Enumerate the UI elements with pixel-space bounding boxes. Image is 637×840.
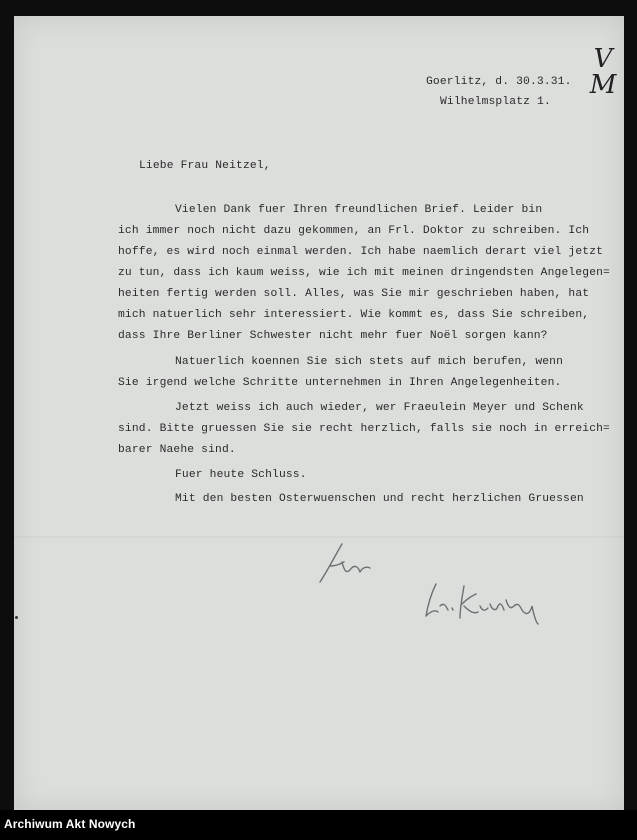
handwritten-closing: [314, 540, 374, 590]
body-line: ich immer noch nicht dazu gekommen, an Frl. Doktor zu schreiben. Ich: [118, 225, 590, 237]
fold-crease: [14, 536, 624, 538]
body-line: sind. Bitte gruessen Sie sie recht herzlich, falls sie noch in erreich=: [118, 423, 610, 435]
place-date: Goerlitz, d. 30.3.31.: [426, 76, 572, 88]
body-line: zu tun, dass ich kaum weiss, wie ich mit meinen dringendsten Angelegen=: [118, 267, 610, 279]
body-line: dass Ihre Berliner Schwester nicht mehr fuer Noël sorgen kann?: [118, 330, 548, 342]
body-line: barer Naehe sind.: [118, 444, 236, 456]
body-line: hoffe, es wird noch einmal werden. Ich habe naemlich derart viel jetzt: [118, 246, 604, 258]
archive-footer-bar: [0, 810, 637, 840]
body-line: Jetzt weiss ich auch wieder, wer Fraeulein Meyer und Schenk: [175, 402, 584, 414]
sender-address: Wilhelmsplatz 1.: [440, 96, 551, 108]
body-line: Vielen Dank fuer Ihren freundlichen Brief. Leider bin: [175, 204, 543, 216]
body-line: Natuerlich koennen Sie sich stets auf mich berufen, wenn: [175, 356, 564, 368]
body-line: heiten fertig werden soll. Alles, was Sie mir geschrieben haben, hat: [118, 288, 590, 300]
paper-speck: [15, 616, 18, 619]
body-line: Sie irgend welche Schritte unternehmen in Ihren Angelegenheiten.: [118, 377, 562, 389]
body-line: Fuer heute Schluss.: [175, 469, 307, 481]
handwritten-signature: [418, 576, 548, 626]
archive-handwritten-mark: V M: [589, 44, 617, 100]
archive-label: Archiwum Akt Nowych: [4, 817, 136, 831]
salutation: Liebe Frau Neitzel,: [139, 160, 271, 172]
body-line: mich natuerlich sehr interessiert. Wie kommt es, dass Sie schreiben,: [118, 309, 590, 321]
letter-sheet: [14, 16, 624, 811]
body-line: Mit den besten Osterwuenschen und recht herzlichen Gruessen: [175, 493, 584, 505]
